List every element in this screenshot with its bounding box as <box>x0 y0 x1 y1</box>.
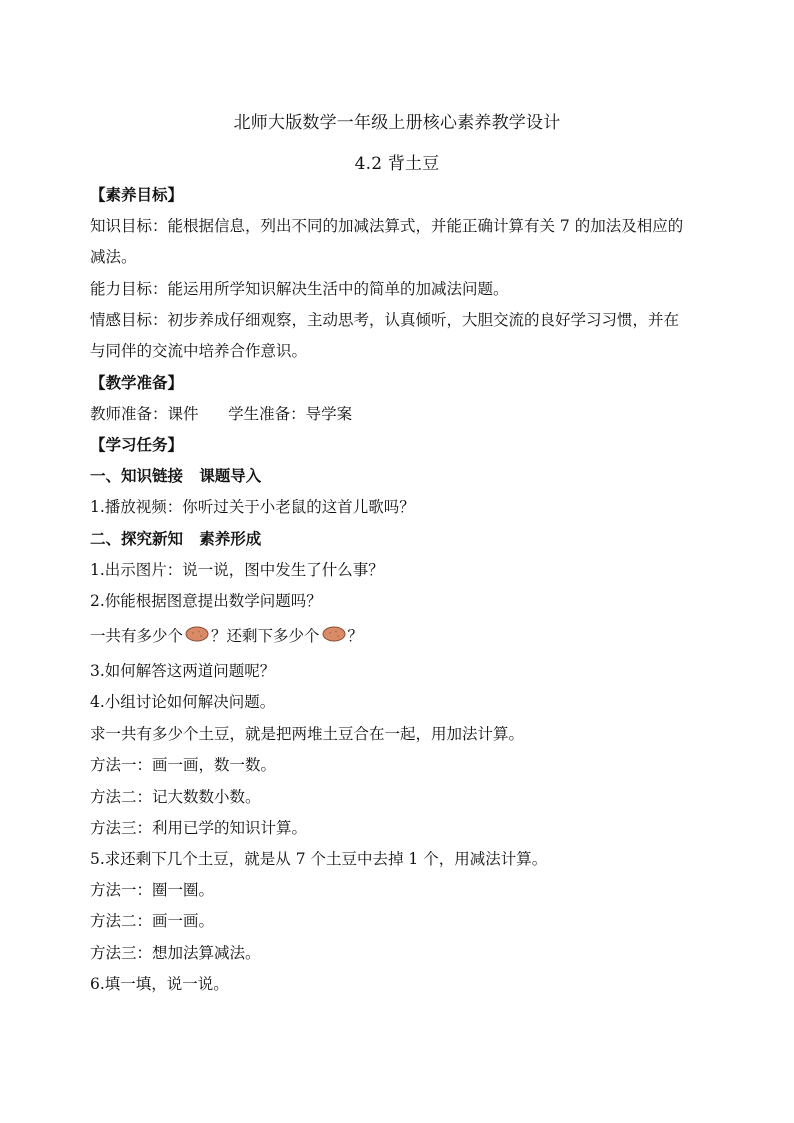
goal-ability: 能力目标：能运用所学知识解决生活中的简单的加减法问题。 <box>90 280 509 298</box>
section-goals-heading: 【素养目标】 <box>90 185 184 204</box>
part2-item4-desc: 求一共有多少个土豆，就是把两堆土豆合在一起，用加法计算。 <box>90 725 525 743</box>
part2-item4-method3: 方法三：利用已学的知识计算。 <box>90 819 308 837</box>
question-part3: ？ <box>347 627 364 645</box>
lesson-title: 4.2 背土豆 <box>354 154 440 174</box>
part2-item4-method2: 方法二：记大数数小数。 <box>90 788 261 806</box>
part2-item3: 3.如何解答这两道问题呢？ <box>90 662 276 680</box>
goal-emotion-line2: 与同伴的交流中培养合作意识。 <box>90 342 308 360</box>
section-prep-heading: 【教学准备】 <box>90 373 184 392</box>
part1-heading: 一、知识链接 课题导入 <box>90 466 262 485</box>
prep-text: 教师准备：课件 学生准备：导学案 <box>90 405 353 423</box>
part2-item5-method2: 方法二：画一画。 <box>90 912 215 930</box>
goal-knowledge-line2: 减法。 <box>90 248 137 266</box>
part2-item1: 1.出示图片：说一说，图中发生了什么事？ <box>90 561 384 579</box>
part2-item6: 6.填一填，说一说。 <box>90 975 229 993</box>
part1-item1: 1.播放视频：你听过关于小老鼠的这首儿歌吗？ <box>90 498 415 516</box>
part2-item4: 4.小组讨论如何解决问题。 <box>90 693 276 711</box>
part2-heading: 二、探究新知 素养形成 <box>90 529 262 548</box>
part2-item4-method1: 方法一：画一画，数一数。 <box>90 756 277 774</box>
question-part2: ？还剩下多少个 <box>211 627 320 645</box>
part2-item5: 5.求还剩下几个土豆，就是从 7 个土豆中去掉 1 个，用减法计算。 <box>90 850 548 868</box>
goal-knowledge-line1: 知识目标：能根据信息，列出不同的加减法算式，并能正确计算有关 7 的加法及相应的 <box>90 217 684 235</box>
question-line <box>90 626 710 645</box>
part2-item5-method1: 方法一：圈一圈。 <box>90 881 215 899</box>
document-title: 北师大版数学一年级上册核心素养教学设计 <box>233 113 561 133</box>
part2-item5-method3: 方法三：想加法算减法。 <box>90 944 261 962</box>
question-part1: 一共有多少个 <box>90 627 184 645</box>
potato-icon <box>321 626 347 644</box>
section-tasks-heading: 【学习任务】 <box>90 435 184 454</box>
goal-emotion-line1: 情感目标：初步养成仔细观察，主动思考，认真倾听，大胆交流的良好学习习惯，并在 <box>90 311 680 329</box>
part2-item2: 2.你能根据图意提出数学问题吗？ <box>90 592 322 610</box>
potato-icon <box>184 626 210 644</box>
